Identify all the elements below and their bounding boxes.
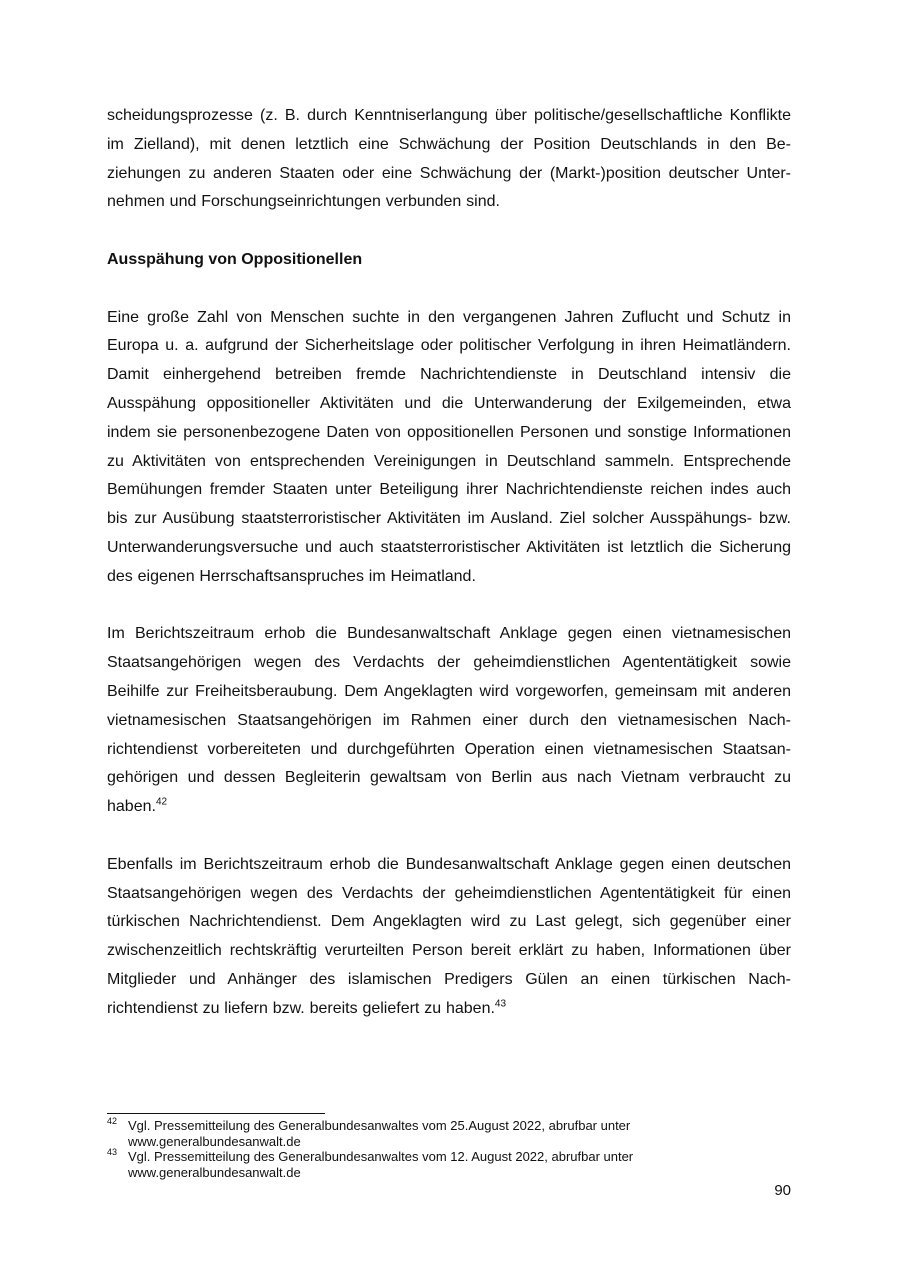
footnote-text: Vgl. Pressemitteilung des Generalbundesanwaltes vom 25.August 2022, abrufbar unter	[128, 1118, 631, 1133]
footnotes	[107, 1113, 791, 1180]
paragraph-vietnam-case	[107, 620, 791, 822]
paragraph-turkey-case	[107, 851, 791, 1024]
footnote-link[interactable]: www.generalbundesanwalt.de	[128, 1133, 301, 1149]
paragraph-text: scheidungsprozesse (z. B. durch Kenntniserlangung über politische/gesellschaftliche Konflikte im Zielland), mit denen letztlich eine Schwächung der Position Deutschlands in den Beziehungen zu anderen Staaten oder eine Schwächung der (Markt-)position deutscher Unternehmen und Forschungseinrichtungen verbunden sind.	[107, 107, 791, 211]
footnote-text: Vgl. Pressemitteilung des Generalbundesanwaltes vom 12. August 2022, abrufbar unter	[128, 1149, 634, 1164]
paragraph-opposition	[107, 304, 791, 592]
paragraph-text: Ebenfalls im Berichtszeitraum erhob die Bundesanwaltschaft Anklage gegen einen deutschen Staatsangehörigen wegen des Verdachts der geheimdienstlichen Agententätigkeit für einen türkischen Nachrichtendienst. Dem Angeklagten wird zu Last gelegt, sich gegenüber einer zwischenzeitlich rechtskräftig verurteilten Person bereit erklärt zu haben, Informationen über Mitglieder und Anhänger des islamischen Predigers Gülen an einen türkischen Nachrichtendienst zu liefern bzw. bereits geliefert zu haben.	[107, 855, 791, 1017]
section-heading: Ausspähung von Oppositionellen	[107, 250, 363, 268]
page-number: 90	[774, 1182, 791, 1199]
footnote	[107, 1118, 791, 1149]
footnote-number: 42	[107, 1116, 118, 1126]
paragraph-text: Eine große Zahl von Menschen suchte in den vergangenen Jahren Zuflucht und Schutz in Europa u. a. aufgrund der Sicherheitslage oder politischer Verfolgung in ihren Heimatländern. Damit einhergehend betreiben fremde Nachrichtendienste in Deutschland intensiv die Ausspähung oppositioneller Aktivitäten und die Unterwanderung der Exilgemeinden, etwa indem sie personenbezogene Daten von oppositionellen Personen und sonstige Informationen zu Aktivitäten von entsprechenden Vereinigungen in Deutschland sammeln. Entsprechende Bemühungen fremder Staaten unter Beteiligung ihrer Nachrichtendienste reichen indes auch bis zur Ausübung staatsterroristischer Aktivitäten im Ausland. Ziel solcher Ausspähungs- bzw. Unterwanderungsversuche und auch staatsterroristischer Aktivitäten ist letztlich die Sicherung des eigenen Herrschaftsanspruches im Heimatland.	[107, 308, 791, 585]
footnote-divider	[107, 1113, 325, 1114]
paragraph-text: Im Berichtszeitraum erhob die Bundesanwaltschaft Anklage gegen einen vietnamesischen Staatsangehörigen wegen des Verdachts der geheimdienstlichen Agententätigkeit sowie Beihilfe zur Freiheitsberaubung. Dem Angeklagten wird vorgeworfen, gemeinsam mit anderen vietnamesischen Staatsangehörigen im Rahmen einer durch den vietnamesischen Nachrichtendienst vorbereiteten und durchgeführten Operation einen vietnamesischen Staatsangehörigen und dessen Begleiterin gewaltsam von Berlin aus nach Vietnam verbraucht zu haben.	[107, 625, 791, 816]
paragraph-continuation	[107, 102, 791, 217]
footnote-number: 43	[107, 1147, 118, 1157]
footnote	[107, 1149, 791, 1180]
footnote-link[interactable]: www.generalbundesanwalt.de	[128, 1164, 301, 1180]
footnote-reference[interactable]: 42	[155, 796, 168, 808]
page-body	[107, 102, 791, 1052]
footnote-reference[interactable]: 43	[494, 998, 507, 1010]
